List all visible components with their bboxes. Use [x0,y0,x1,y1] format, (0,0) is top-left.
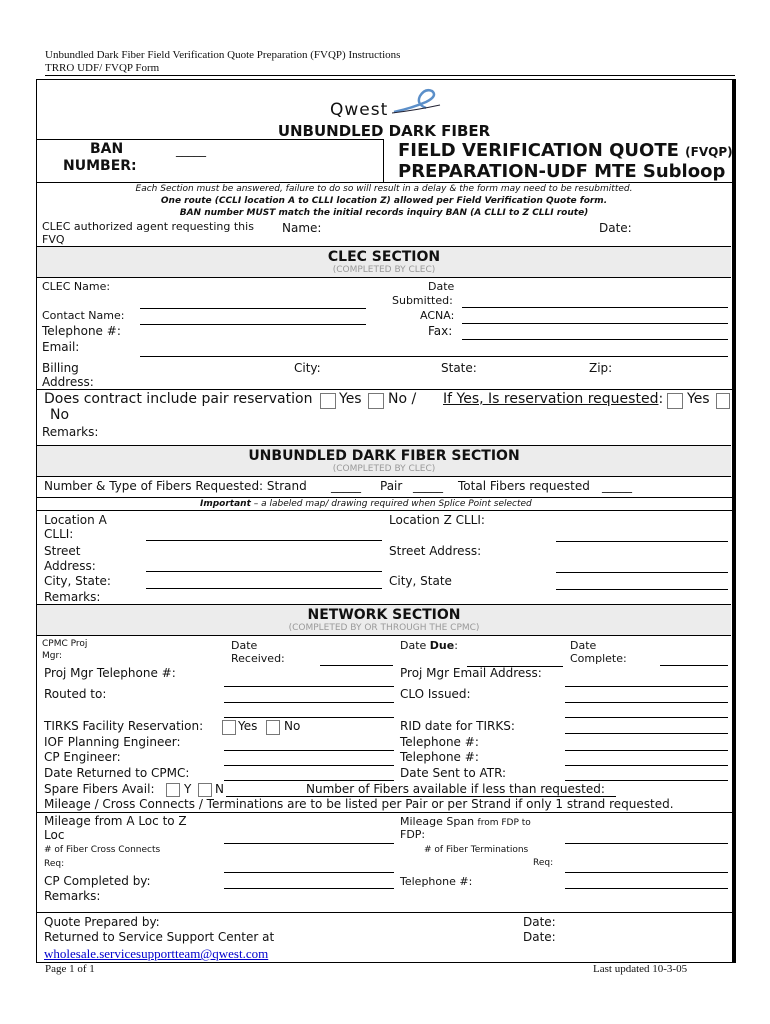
telephone-label: Telephone #: [42,324,121,338]
date-returned-label: Date Returned to CPMC: [44,766,190,780]
quote-row-divider [36,912,734,913]
important-note [200,499,532,509]
reservation-question-text: If Yes, Is reservation requested [443,391,659,407]
street-a-field[interactable] [146,571,382,572]
reservation-yes-checkbox[interactable] [667,393,683,409]
cross-connects-field[interactable] [224,872,394,873]
total-fibers-field[interactable]: _____ [602,479,632,493]
doc-header-subtitle: TRRO UDF/ FVQP Form [45,62,160,74]
fvq-title-suffix: (FVQP) [685,145,733,159]
important-text: – a labeled map/ drawing required when Splice Point selected [250,499,532,509]
fvq-title-text: FIELD VERIFICATION QUOTE [398,140,679,161]
billing-label-1: Billing [42,361,79,375]
clec-section-header [37,246,731,278]
page-number: Page 1 of 1 [45,963,95,975]
cp-completed-telephone-field[interactable] [565,888,728,889]
cross-connects-label-2: Req: [44,859,65,869]
date-due-colon: : [454,639,458,652]
ban-number-label: NUMBER: [63,158,137,174]
location-z-label: Location Z CLLI: [389,513,485,527]
udf-section-subtitle: (COMPLETED BY CLEC) [332,464,436,474]
quote-prepared-label: Quote Prepared by: [44,915,160,929]
cp-completed-telephone-label: Telephone #: [400,875,473,888]
clo-issued-label: CLO Issued: [400,687,471,701]
network-remarks-label: Remarks: [44,889,101,903]
ban-fvq-vdivider [383,139,384,182]
instruction-line-2: One route (CCLI location A to CLLI location Z) allowed per Field Verification Quote form. [160,196,608,206]
iof-engineer-field[interactable] [224,750,394,751]
total-fibers-label: Total Fibers requested [458,479,590,493]
date-received-field[interactable] [320,665,393,666]
date-submitted-label-1: Date [428,280,455,293]
pair-label: Pair [380,479,403,493]
email-field[interactable] [140,356,728,357]
location-a-clli-field[interactable] [146,540,382,541]
iof-engineer-label: IOF Planning Engineer: [44,735,181,749]
reservation-yes-label: Yes [687,391,710,407]
cp-telephone-label: Telephone #: [400,750,479,764]
cpmc-label-2: Mgr: [42,651,63,661]
fax-label: Fax: [428,324,453,338]
important-label: Important [200,499,251,509]
returned-label: Returned to Service Support Center at [44,930,275,944]
fvq-title-line1 [398,140,733,161]
qwest-swoosh-icon [392,88,442,118]
important-row-divider [36,497,734,498]
spare-yes-label: Y [184,782,192,796]
ban-number-field[interactable]: _____ [176,143,206,157]
pm-telephone-label: Proj Mgr Telephone #: [44,666,176,680]
reservation-no-checkbox[interactable] [716,393,730,409]
street-label-1: Street [44,544,81,558]
tirks-label: TIRKS Facility Reservation: [44,719,204,733]
date-due-label [400,639,458,652]
email-label: Email: [42,340,80,354]
fibers-available-label: Number of Fibers available if less than requested: [306,782,605,796]
network-section-subtitle: (COMPLETED BY OR THROUGH THE CPMC) [288,623,480,633]
contract-no-checkbox[interactable] [368,393,384,409]
date-complete-label-2: Complete: [570,652,627,665]
doc-header-title: Unbundled Dark Fiber Field Verification Quote Preparation (FVQP) Instructions [45,49,401,61]
tirks-no-checkbox[interactable] [266,720,280,735]
date-received-label-2: Received: [231,652,285,665]
clec-name-label: CLEC Name: [42,280,111,293]
date-due-prefix: Date [400,639,430,652]
form-main-title: UNBUNDLED DARK FIBER [277,122,491,140]
cp-telephone-field[interactable] [565,765,728,766]
contract-no-label: No / [388,391,417,407]
contract-yes-label: Yes [339,391,362,407]
title-row-divider [36,139,383,140]
date-submitted-field[interactable] [462,307,728,308]
last-updated: Last updated 10-3-05 [593,963,688,975]
qwest-logo-text: Qwest [330,100,389,120]
mileage-span-field[interactable] [565,843,728,844]
clo-issued-field[interactable] [565,702,728,703]
instruction-line-3: BAN number MUST match the initial records inquiry BAN (A CLLI to Z CLLI route) [179,208,589,218]
tirks-yes-checkbox[interactable] [222,720,236,735]
clec-section-title: CLEC SECTION [327,249,441,265]
city-state-z-label: City, State [389,574,452,588]
city-label: City: [294,361,321,375]
instruction-line-1: Each Section must be answered, failure to do so will result in a delay & the form may need to be resubmitted. [135,184,633,194]
mileage-note: Mileage / Cross Connects / Terminations are to be listed per Pair or per Strand if only 1 strand requested. [44,797,674,811]
acna-label: ACNA: [420,309,455,322]
routed-to-label: Routed to: [44,687,107,701]
service-support-email-link[interactable]: wholesale.servicesupportteam@qwest.com [44,946,269,961]
mileage-label-1: Mileage from A Loc to Z [44,814,187,828]
contract-row-divider [36,389,734,390]
location-a-label-2: CLLI: [44,527,74,541]
pair-field[interactable]: _____ [413,479,443,493]
city-state-a-label: City, State: [44,574,111,588]
date-sent-label: Date Sent to ATR: [400,766,507,780]
clec-name-field[interactable] [140,308,366,309]
zip-label: Zip: [589,361,613,375]
street-z-field[interactable] [556,572,728,573]
udf-section-title: UNBUNDLED DARK FIBER SECTION [248,448,520,464]
acna-field[interactable] [462,323,728,324]
pm-email-label: Proj Mgr Email Address: [400,666,542,680]
date-complete-field[interactable] [660,665,728,666]
city-state-z-field[interactable] [556,589,728,590]
state-label: State: [441,361,477,375]
spare-yes-checkbox[interactable] [166,783,180,797]
ban-label: BAN [90,141,124,157]
date-sent-field[interactable] [565,780,728,781]
cp-completed-label: CP Completed by: [44,874,151,888]
spare-no-checkbox[interactable] [198,783,212,797]
clo-issued-field-2[interactable] [565,717,728,718]
contact-name-label: Contact Name: [42,309,125,322]
routed-to-field[interactable] [224,702,394,703]
qwest-logo [330,96,440,122]
date-submitted-label-2: Submitted: [392,294,453,307]
clec-remarks-label: Remarks: [42,425,99,439]
mileage-field[interactable] [224,843,394,844]
clec-section-subtitle: (COMPLETED BY CLEC) [332,265,436,275]
cp-completed-field[interactable] [224,888,394,889]
date-returned-field[interactable] [224,780,394,781]
location-a-label-1: Location A [44,513,107,527]
reservation-question-colon: : [658,391,664,407]
street-z-label: Street Address: [389,544,482,558]
billing-label-2: Address: [42,375,94,389]
location-row-divider [36,510,734,511]
instructions-divider [36,182,734,183]
spare-fibers-label: Spare Fibers Avail: [44,782,155,796]
reservation-no-label: No [50,407,70,423]
spare-no-label: N [215,782,224,796]
reservation-question [443,391,663,407]
mileage-span-label-1 [400,815,531,828]
cp-engineer-field[interactable] [224,765,394,766]
rid-date-field[interactable] [565,733,728,734]
agent-date-label: Date: [599,221,632,235]
agent-name-label: Name: [282,221,322,235]
contract-question: Does contract include pair reservation [44,391,313,407]
pm-email-field[interactable] [565,686,728,687]
mileage-row-divider [36,812,734,813]
tirks-no-label: No [284,719,301,733]
date-complete-label-1: Date [570,639,597,652]
pm-telephone-field[interactable] [224,686,394,687]
terminations-label-1: # of Fiber Terminations [424,845,529,855]
city-state-a-field[interactable] [146,588,382,589]
rid-date-label: RID date for TIRKS: [400,719,515,733]
agent-label-2: FVQ [42,233,65,246]
mileage-span-suffix: from FDP to [477,818,531,828]
date-received-label-1: Date [231,639,258,652]
iof-telephone-label: Telephone #: [400,735,479,749]
mileage-span-prefix: Mileage Span [400,815,478,828]
street-label-2: Address: [44,559,96,573]
network-section-title: NETWORK SECTION [307,607,461,623]
location-z-clli-field[interactable] [556,541,728,542]
cpmc-label-1: CPMC Proj [42,639,88,649]
mileage-label-2: Loc [44,828,65,842]
network-section-header [37,604,731,636]
udf-section-header [37,445,731,477]
contract-yes-checkbox[interactable] [320,393,336,409]
fvq-title-line2: PREPARATION-UDF MTE Subloop [398,161,726,182]
fibers-requested-label: Number & Type of Fibers Requested: Strand [44,479,307,493]
cp-engineer-label: CP Engineer: [44,750,121,764]
contact-name-field[interactable] [140,324,366,325]
date-due-bold: Due [429,639,455,652]
header-divider [45,75,735,76]
returned-date-label: Date: [523,930,556,944]
mileage-span-label-2: FDP: [400,828,426,841]
strand-field[interactable]: _____ [331,479,361,493]
tirks-yes-label: Yes [238,719,258,733]
cross-connects-label-1: # of Fiber Cross Connects [44,845,161,855]
iof-telephone-field[interactable] [565,750,728,751]
fax-field[interactable] [462,339,728,340]
terminations-label-2: Req: [533,858,554,868]
udf-remarks-label: Remarks: [44,590,101,604]
routed-to-field-2[interactable] [224,717,394,718]
terminations-field[interactable] [565,872,728,873]
quote-date-label: Date: [523,915,556,929]
agent-label-1: CLEC authorized agent requesting this [42,220,254,233]
